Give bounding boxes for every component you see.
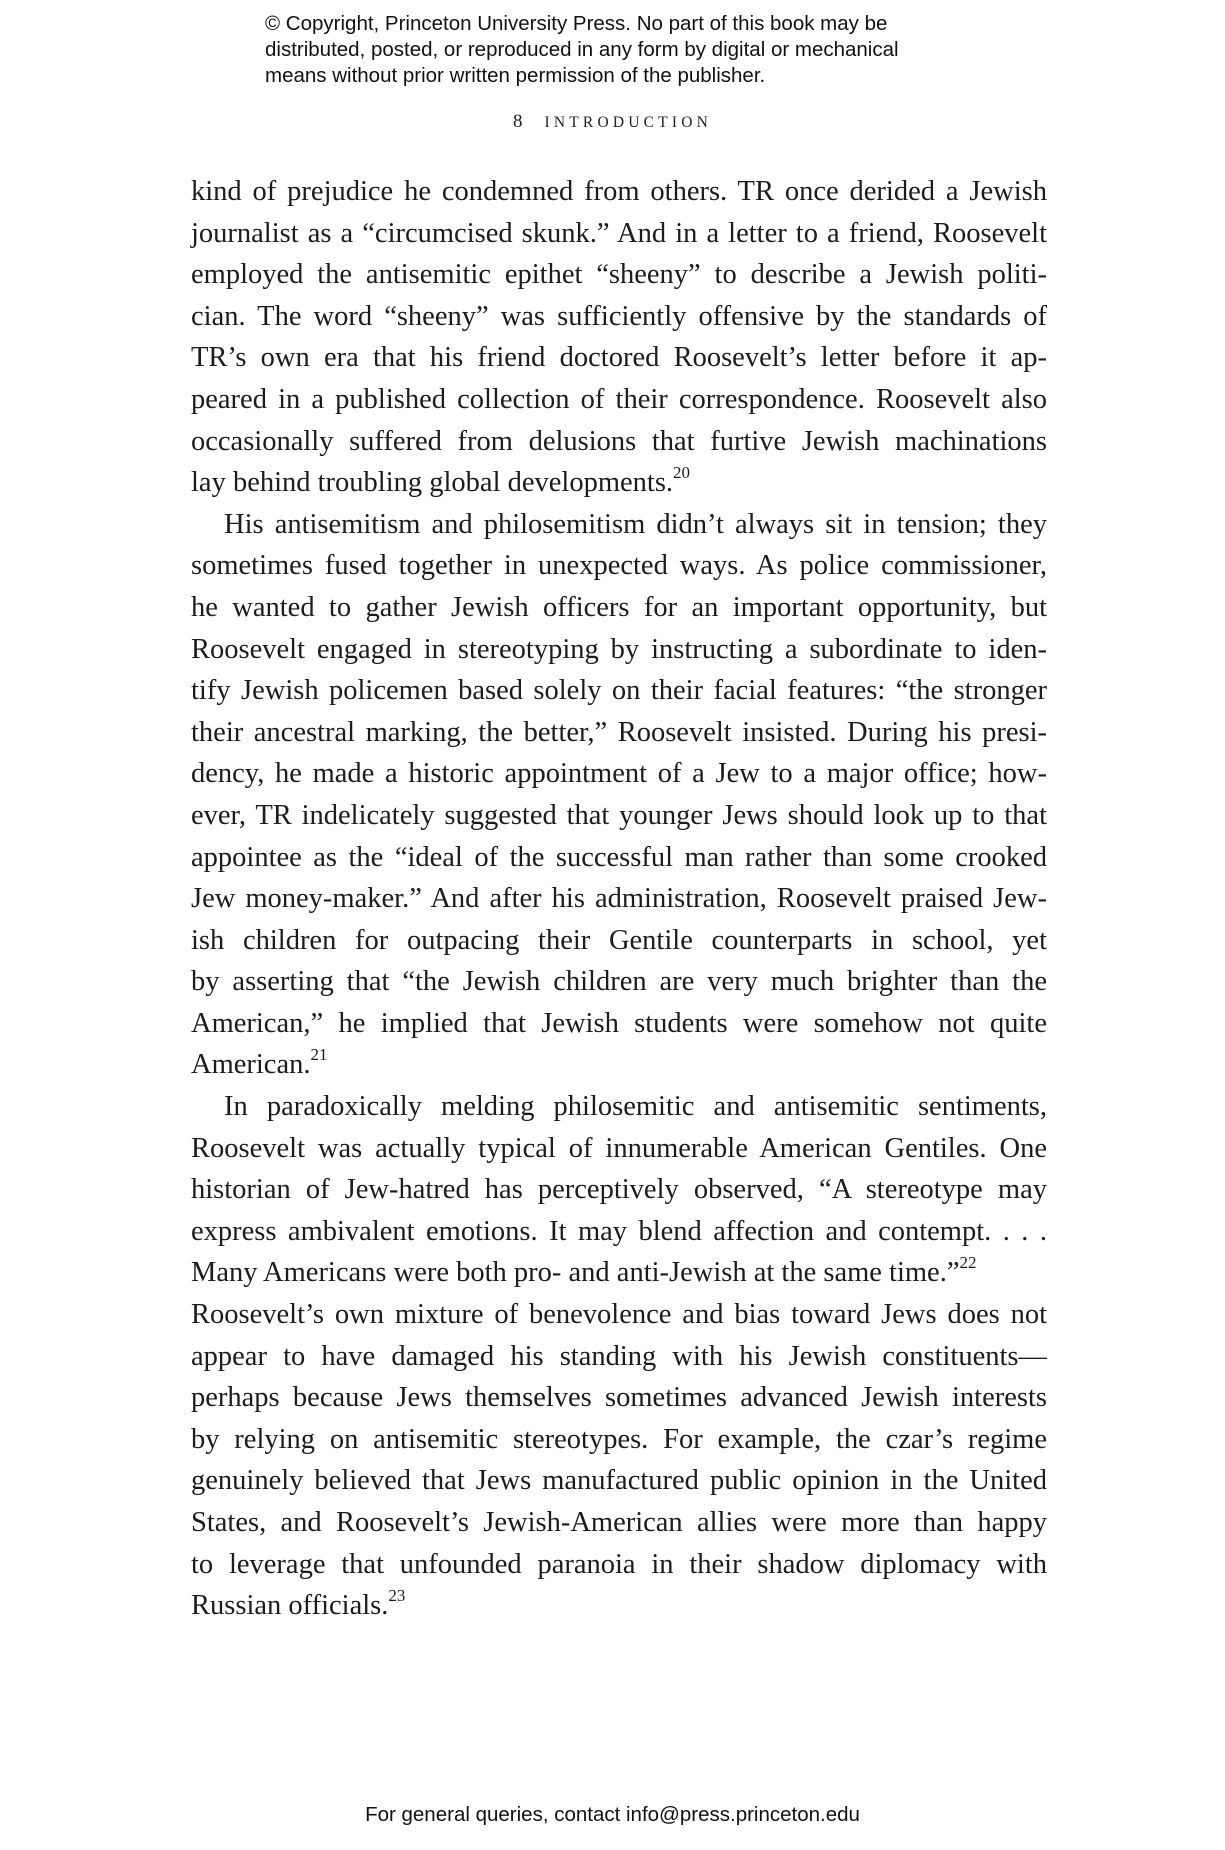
text-line: appear to have damaged his standing with his Jewish constituents—	[191, 1340, 1047, 1372]
contact-footer: For general queries, contact info@press.princeton.edu	[365, 1803, 860, 1826]
text-line: their ancestral marking, the better,” Roosevelt insisted. During his presi-	[191, 716, 1047, 748]
page-number: 8	[513, 111, 523, 132]
text-line: tify Jewish policemen based solely on their facial features: “the stronger	[191, 675, 1047, 707]
text-line: States, and Roosevelt’s Jewish-American allies were more than happy	[191, 1507, 1047, 1538]
text-line: he wanted to gather Jewish officers for an important opportunity, but	[191, 591, 1047, 623]
text-line: peared in a published collection of their correspondence. Roosevelt also	[191, 383, 1047, 415]
text-line: Roosevelt engaged in stereotyping by instructing a subordinate to iden-	[191, 633, 1047, 665]
footnote-marker: 20	[673, 462, 691, 482]
text-line: American.$^{21}$	[191, 1044, 328, 1081]
text-line: by relying on antisemitic stereotypes. For example, the czar’s regime	[191, 1423, 1047, 1455]
text-line: employed the antisemitic epithet “sheeny” to describe a Jewish politi-	[191, 259, 1047, 291]
copyright-notice	[265, 11, 985, 89]
footnote-marker: 23	[388, 1585, 406, 1605]
text-line: historian of Jew-hatred has perceptively observed, “A stereotype may	[191, 1174, 1047, 1206]
text-line: ever, TR indelicately suggested that younger Jews should look up to that	[191, 799, 1047, 831]
text-line: sometimes fused together in unexpected ways. As police commissioner,	[191, 550, 1047, 582]
text-line: His antisemitism and philosemitism didn’t always sit in tension; they	[224, 508, 1047, 540]
text-line: Russian officials.$^{23}$	[191, 1585, 406, 1622]
text-line: to leverage that unfounded paranoia in their shadow diplomacy with	[191, 1548, 1047, 1580]
text-line: by asserting that “the Jewish children are very much brighter than the	[191, 966, 1047, 998]
footnote-marker: 21	[310, 1044, 328, 1064]
running-head	[0, 111, 1225, 133]
text-line: cian. The word “sheeny” was sufficiently offensive by the standards of	[191, 300, 1047, 332]
text-line: ish children for outpacing their Gentile counterparts in school, yet	[191, 924, 1047, 956]
text-line: kind of prejudice he condemned from others. TR once derided a Jewish	[191, 176, 1047, 207]
section-title: INTRODUCTION	[544, 114, 712, 131]
copyright-line: distributed, posted, or reproduced in any form by digital or mechanical	[265, 38, 899, 61]
text-line: lay behind troubling global developments.$^{20}$	[191, 462, 691, 499]
text-line: Roosevelt’s own mixture of benevolence and bias toward Jews does not	[191, 1299, 1047, 1331]
text-line: Roosevelt was actually typical of innumerable American Gentiles. One	[191, 1132, 1047, 1164]
text-line: Many Americans were both pro- and anti-Jewish at the same time.”$^{22}$	[191, 1252, 977, 1289]
text-line: perhaps because Jews themselves sometimes advanced Jewish interests	[191, 1382, 1047, 1414]
text-line: Jew money-maker.” And after his administration, Roosevelt praised Jew-	[191, 883, 1047, 915]
paragraph	[191, 1086, 1047, 1627]
footnote-marker: 22	[959, 1252, 977, 1272]
text-line: American,” he implied that Jewish students were somehow not quite	[191, 1007, 1047, 1039]
text-line: express ambivalent emotions. It may blend affection and contempt. . . .	[191, 1215, 1047, 1247]
text-line: dency, he made a historic appointment of a Jew to a major office; how-	[191, 758, 1047, 790]
paragraph	[191, 504, 1047, 1086]
text-line: genuinely believed that Jews manufactured public opinion in the United	[191, 1465, 1047, 1497]
copyright-line: means without prior written permission of the publisher.	[265, 64, 766, 87]
text-line: TR’s own era that his friend doctored Roosevelt’s letter before it ap-	[191, 342, 1047, 374]
text-line: journalist as a “circumcised skunk.” And in a letter to a friend, Roosevelt	[191, 217, 1047, 249]
text-line: appointee as the “ideal of the successful man rather than some crooked	[191, 841, 1047, 873]
text-line: occasionally suffered from delusions that furtive Jewish machinations	[191, 425, 1047, 457]
paragraph	[191, 171, 1047, 504]
copyright-line: © Copyright, Princeton University Press. No part of this book may be	[265, 12, 888, 35]
text-line: In paradoxically melding philosemitic and antisemitic sentiments,	[224, 1091, 1047, 1123]
body-text	[191, 171, 1047, 1627]
